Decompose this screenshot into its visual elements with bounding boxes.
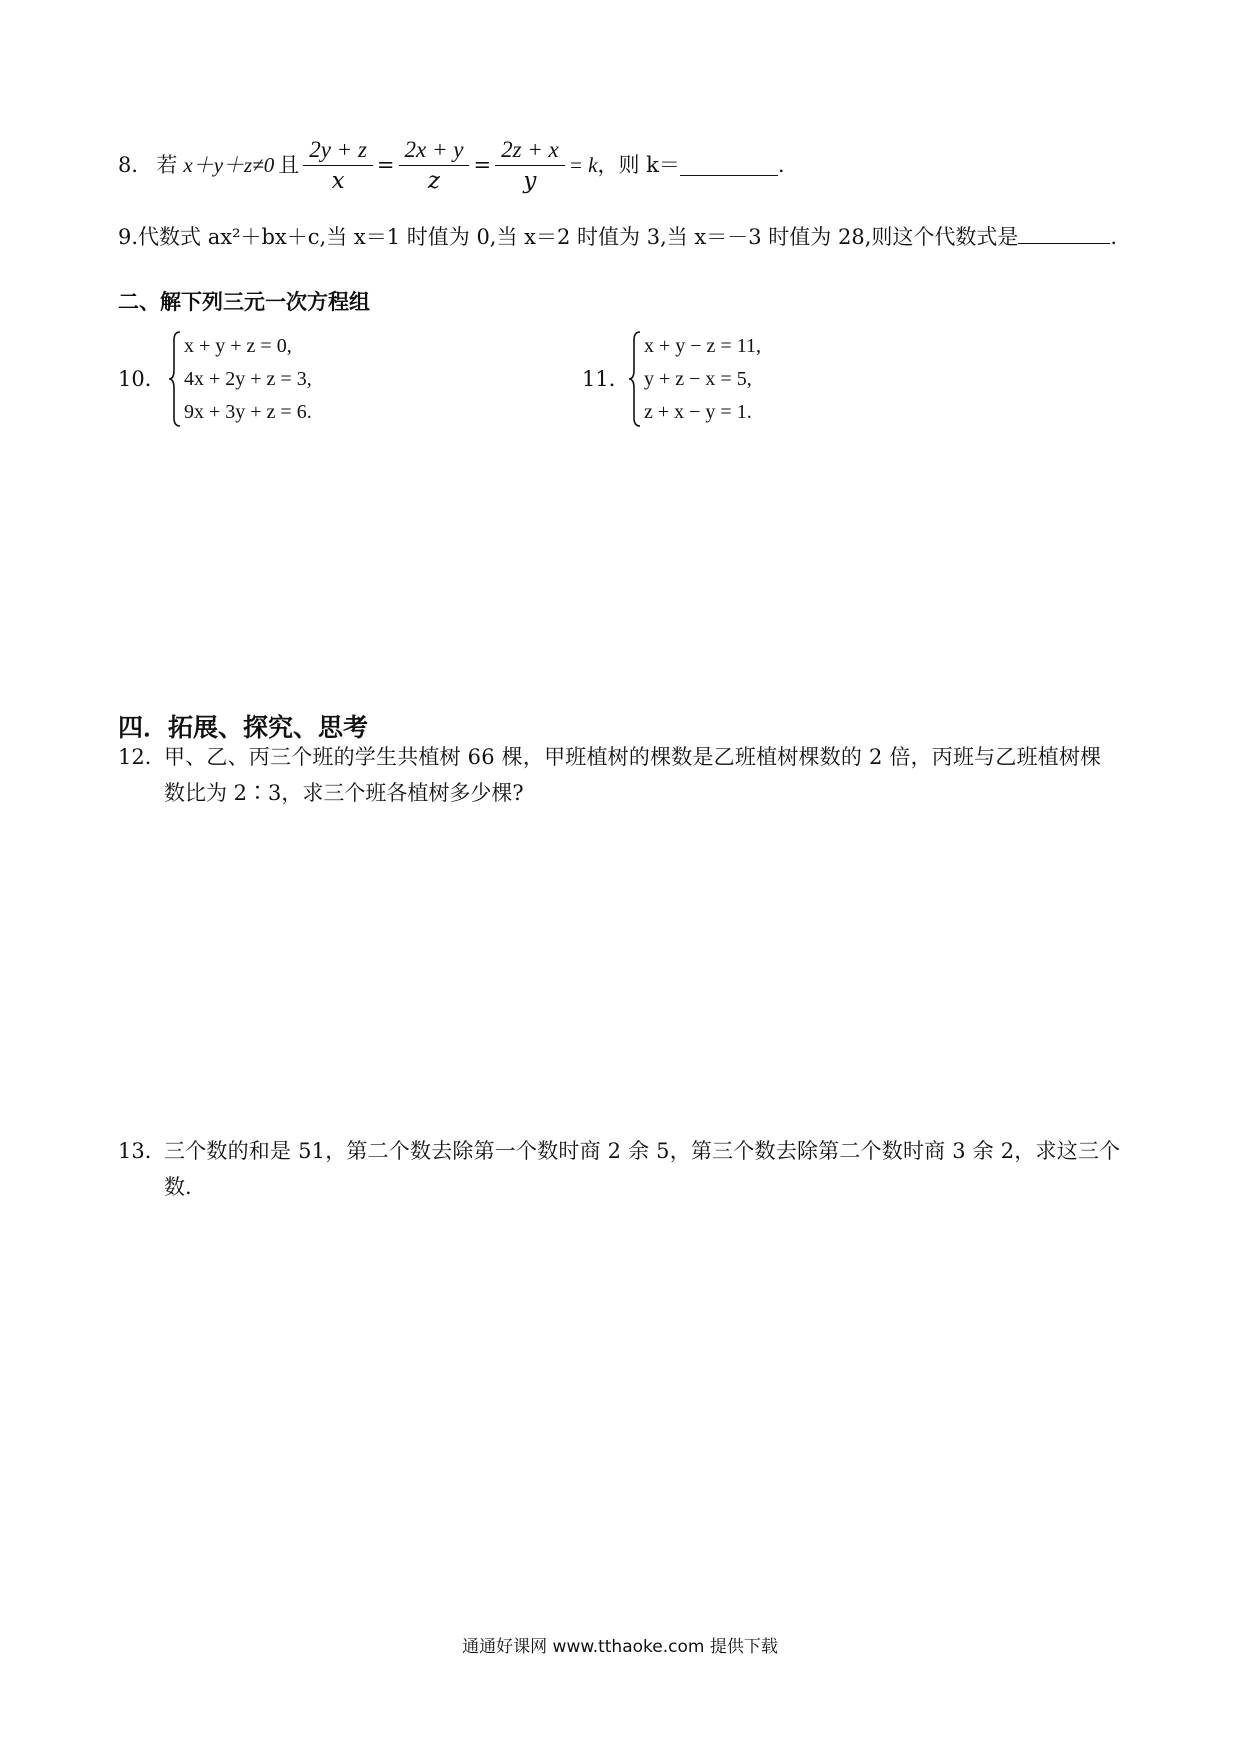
fraction-1 bbox=[303, 135, 373, 196]
fraction-1-numerator: 2y + z bbox=[303, 135, 373, 166]
question-8-tail-eq: = k bbox=[568, 153, 598, 177]
equation-11-1: x + y − z = 11, bbox=[644, 335, 761, 357]
question-11-number: 11． bbox=[582, 367, 630, 391]
section-4-heading: 四．拓展、探究、思考 bbox=[118, 713, 369, 742]
fraction-1-denominator: x bbox=[331, 167, 345, 194]
question-8-tail: ，则 k＝ bbox=[597, 153, 680, 177]
question-8-joiner: 且 bbox=[278, 153, 300, 177]
question-8-number: 8． bbox=[118, 153, 153, 177]
question-12-line-1: 甲、乙、丙三个班的学生共植树 66 棵，甲班植树的棵数是乙班植树棵数的 2 倍，丙班与乙班植树棵 bbox=[164, 745, 1102, 769]
question-13-line-1: 三个数的和是 51，第二个数去除第一个数时商 2 余 5，第三个数去除第二个数时商 3 余 2，求这三个 bbox=[164, 1139, 1121, 1163]
question-9-end: . bbox=[1110, 225, 1118, 249]
equation-10-2: 4x + 2y + z = 3, bbox=[184, 368, 312, 390]
question-10-number: 10． bbox=[118, 367, 166, 391]
answer-blank-9[interactable] bbox=[1018, 223, 1110, 244]
fraction-2-numerator: 2x + y bbox=[399, 135, 470, 166]
answer-blank-8[interactable] bbox=[680, 155, 778, 176]
equation-11-3: z + x − y = 1. bbox=[644, 401, 752, 423]
fraction-3-numerator: 2z + x bbox=[495, 135, 565, 166]
question-8 bbox=[118, 132, 785, 198]
fraction-3-denominator: y bbox=[523, 167, 537, 194]
fraction-3 bbox=[495, 135, 565, 196]
left-brace-icon bbox=[168, 330, 182, 428]
equals-sign-1: = bbox=[376, 153, 395, 177]
equation-system-11 bbox=[628, 330, 828, 430]
page-footer: 通通好课网 www.tthaoke.com 提供下载 bbox=[462, 1637, 778, 1657]
question-13-number: 13． bbox=[118, 1139, 166, 1163]
equation-11-2: y + z − x = 5, bbox=[644, 368, 752, 390]
question-12-line-2: 数比为 2∶3，求三个班各植树多少棵? bbox=[164, 781, 524, 805]
question-8-prefix: 若 bbox=[156, 153, 178, 177]
question-12-number: 12． bbox=[118, 745, 166, 769]
section-2-heading: 二、解下列三元一次方程组 bbox=[118, 290, 370, 314]
question-9 bbox=[118, 222, 1117, 252]
equals-sign-2: = bbox=[473, 153, 492, 177]
equation-10-3: 9x + 3y + z = 6. bbox=[184, 401, 312, 423]
left-brace-icon bbox=[628, 330, 642, 428]
question-13-line-2: 数. bbox=[164, 1175, 192, 1199]
fraction-2 bbox=[399, 135, 470, 196]
question-8-condition: x＋y＋z≠0 bbox=[183, 153, 275, 177]
question-9-text: 9.代数式 ax²＋bx＋c,当 x＝1 时值为 0,当 x＝2 时值为 3,当 x＝－3 时值为 28,则这个代数式是 bbox=[118, 225, 1019, 249]
equation-10-1: x + y + z = 0, bbox=[184, 335, 292, 357]
fraction-2-denominator: z bbox=[427, 167, 441, 194]
equation-system-10 bbox=[168, 330, 368, 430]
question-8-end: . bbox=[777, 153, 785, 177]
